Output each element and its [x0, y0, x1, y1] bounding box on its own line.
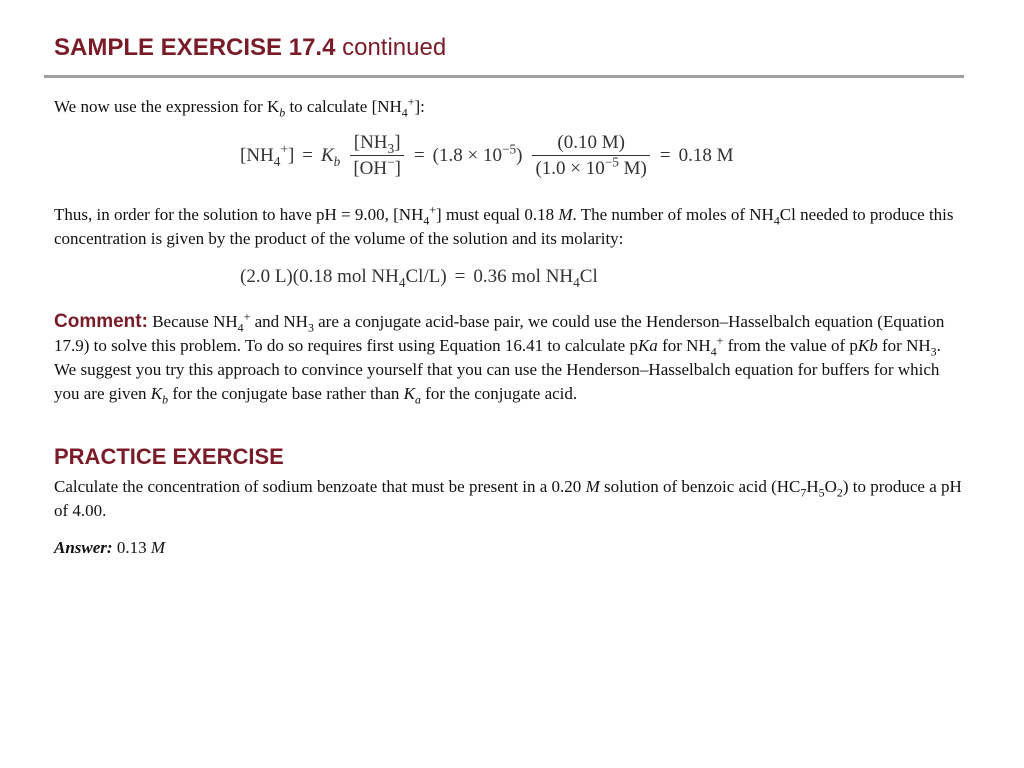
answer-label: Answer:	[54, 538, 113, 557]
moles-paragraph: Thus, in order for the solution to have pH = 9.00, $[NH_4^+]$ must equal 0.18 M. The number of moles of $NH_4Cl$ needed to produce this concentration is given by the product of the volume of the solution and its molarity:	[54, 202, 954, 248]
title-divider	[44, 75, 964, 78]
page-title	[54, 34, 446, 62]
eq-result: 0.18 M	[678, 145, 734, 166]
practice-paragraph: Calculate the concentration of sodium benzoate that must be present in a 0.20 M solution of benzoic acid $(HC_7H_5O_2)$ to produce a pH of 4.00.	[54, 477, 962, 520]
comment-label: Comment:	[54, 311, 148, 332]
kb-value: $(1.8 \times 10^{-5})$	[432, 141, 523, 166]
comment-paragraph: Comment: Because $NH_4^+$ and $NH_3$ are a conjugate acid-base pair, we could use the Henderson–Hasselbalch equation (Equation 17.9) to solve this problem. To do so requires first using Equation 16.41 to calculate pKa for $NH_4^+$ from the value of pKb for $NH_3$. We suggest you try this approach to convince yourself that you can use the Henderson–Hasselbalch equation for buffers for which you are given $K_b$ for the conjugate base rather than $K_a$ for the conjugate acid.	[54, 309, 945, 407]
answer-unit: M	[150, 538, 165, 557]
intro-nh-sup: +	[407, 94, 415, 109]
practice-title: PRACTICE EXERCISE	[54, 444, 284, 469]
intro-paragraph	[54, 95, 964, 119]
answer-line	[54, 538, 165, 558]
intro-text: to calculate [NH	[285, 97, 402, 116]
ratio-denominator: [OH−]	[350, 155, 404, 180]
intro-nh-sub: 4	[401, 105, 408, 120]
answer-value: 0.13	[112, 538, 151, 557]
equals-sign: =	[454, 266, 466, 287]
moles-rhs: 0.36 mol $NH_4Cl$	[473, 266, 598, 290]
equals-sign: =	[302, 145, 313, 166]
title-bold: SAMPLE EXERCISE 17.4	[54, 34, 336, 61]
value-denominator: ($1.0 \times 10^{-5}$ M)	[532, 155, 649, 180]
intro-text: We now use the expression for K	[54, 97, 280, 116]
kb-symbol: $K_b$	[320, 145, 341, 169]
value-ratio	[532, 132, 649, 180]
moles-lhs: (2.0 L)(0.18 mol $NH_4Cl/L$)	[240, 266, 447, 290]
equals-sign: =	[659, 145, 671, 166]
equals-sign: =	[413, 145, 425, 166]
concentration-ratio	[350, 132, 404, 180]
intro-kb-sub: b	[279, 105, 286, 120]
title-continued: continued	[342, 34, 447, 61]
intro-text: ]:	[414, 97, 425, 116]
eq-lhs: $[NH_4^+]$	[240, 141, 295, 169]
moles-equation	[240, 266, 598, 288]
ratio-numerator: $[NH_3]$	[353, 132, 401, 156]
value-numerator: (0.10 M)	[557, 132, 625, 153]
kb-equation	[240, 132, 734, 180]
